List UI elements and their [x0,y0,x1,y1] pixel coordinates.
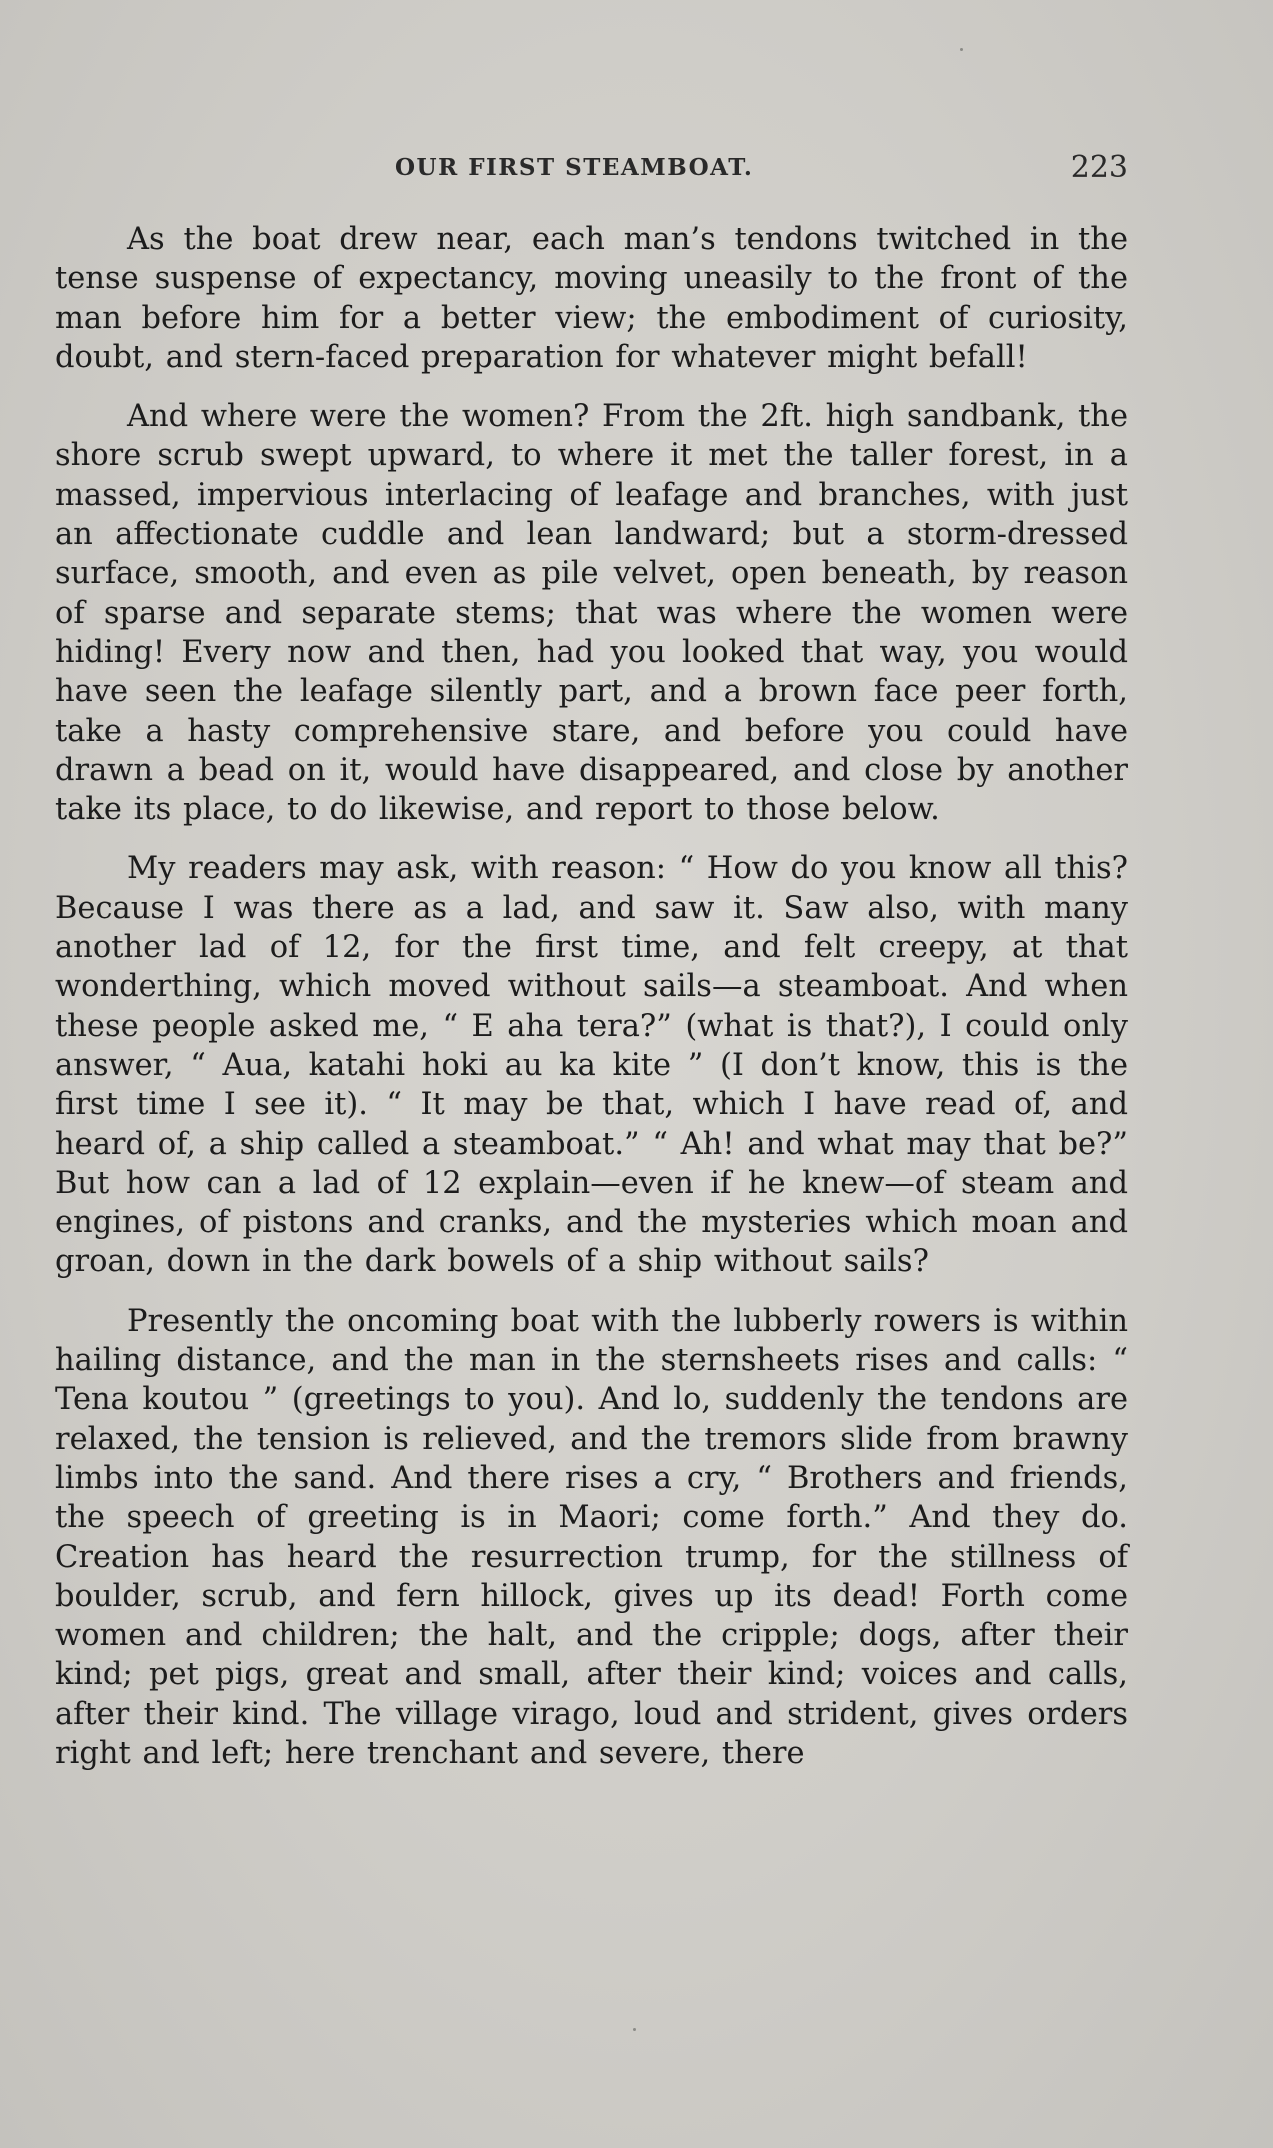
running-head [55,150,1128,190]
paragraph-2: And where were the women? From the 2ft. high sandbank, the shore scrub swept upward, to where it met the taller forest, in a massed, impervious interlacing of leafage and branches, with just an affectionate cuddle and lean landward; but a storm-dressed surface, smooth, and even as pile velvet, open beneath, by reason of sparse and separate stems; that was where the women were hiding! Every now and then, had you looked that way, you would have seen the leafage silently part, and a brown face peer forth, take a hasty comprehensive stare, and before you could have drawn a bead on it, would have disappeared, and close by another take its place, to do likewise, and report to those below. [55,399,1128,828]
page-number: 223 [1070,150,1128,185]
running-title: OUR FIRST STEAMBOAT. [395,154,754,181]
paragraph-3: My readers may ask, with reason: “ How do you know all this? Because I was there as a lad, and saw it. Saw also, with many another lad of 12, for the first time, and felt creepy, at that wonderthing, which moved without sails—a steamboat. And when these people asked me, “ E aha tera?” (what is that?), I could only answer, “ Aua, katahi hoki au ka kite ” (I don’t know, this is the first time I see it). “ It may be that, which I have read of, and heard of, a ship called a steamboat.” “ Ah! and what may that be?” But how can a lad of 12 explain—even if he knew—of steam and engines, of pistons and cranks, and the mysteries which moan and groan, down in the dark bowels of a ship without sails? [55,851,1128,1280]
paragraph-4: Presently the oncoming boat with the lubberly rowers is within hailing distance, and the man in the sternsheets rises and calls: “ Tena koutou ” (greetings to you). And lo, suddenly the tendons are relaxed, the tension is relieved, and the tremors slide from brawny limbs into the sand. And there rises a cry, “ Brothers and friends, the speech of greeting is in Maori; come forth.” And they do. Creation has heard the resurrection trump, for the stillness of boulder, scrub, and fern hillock, gives up its dead! Forth come women and children; the halt, and the cripple; dogs, after their kind; pet pigs, great and small, after their kind; voices and calls, after their kind. The village virago, loud and strident, gives orders right and left; here trenchant and severe, there [55,1303,1128,1771]
paper-speck [633,2028,636,2031]
paper-speck [960,48,963,51]
paragraph-1: As the boat drew near, each man’s tendons twitched in the tense suspense of expectancy, moving uneasily to the front of the man before him for a better view; the embodiment of curiosity, doubt, and stern-faced preparation for whatever might befall! [55,222,1128,375]
body-text [55,220,1128,1793]
